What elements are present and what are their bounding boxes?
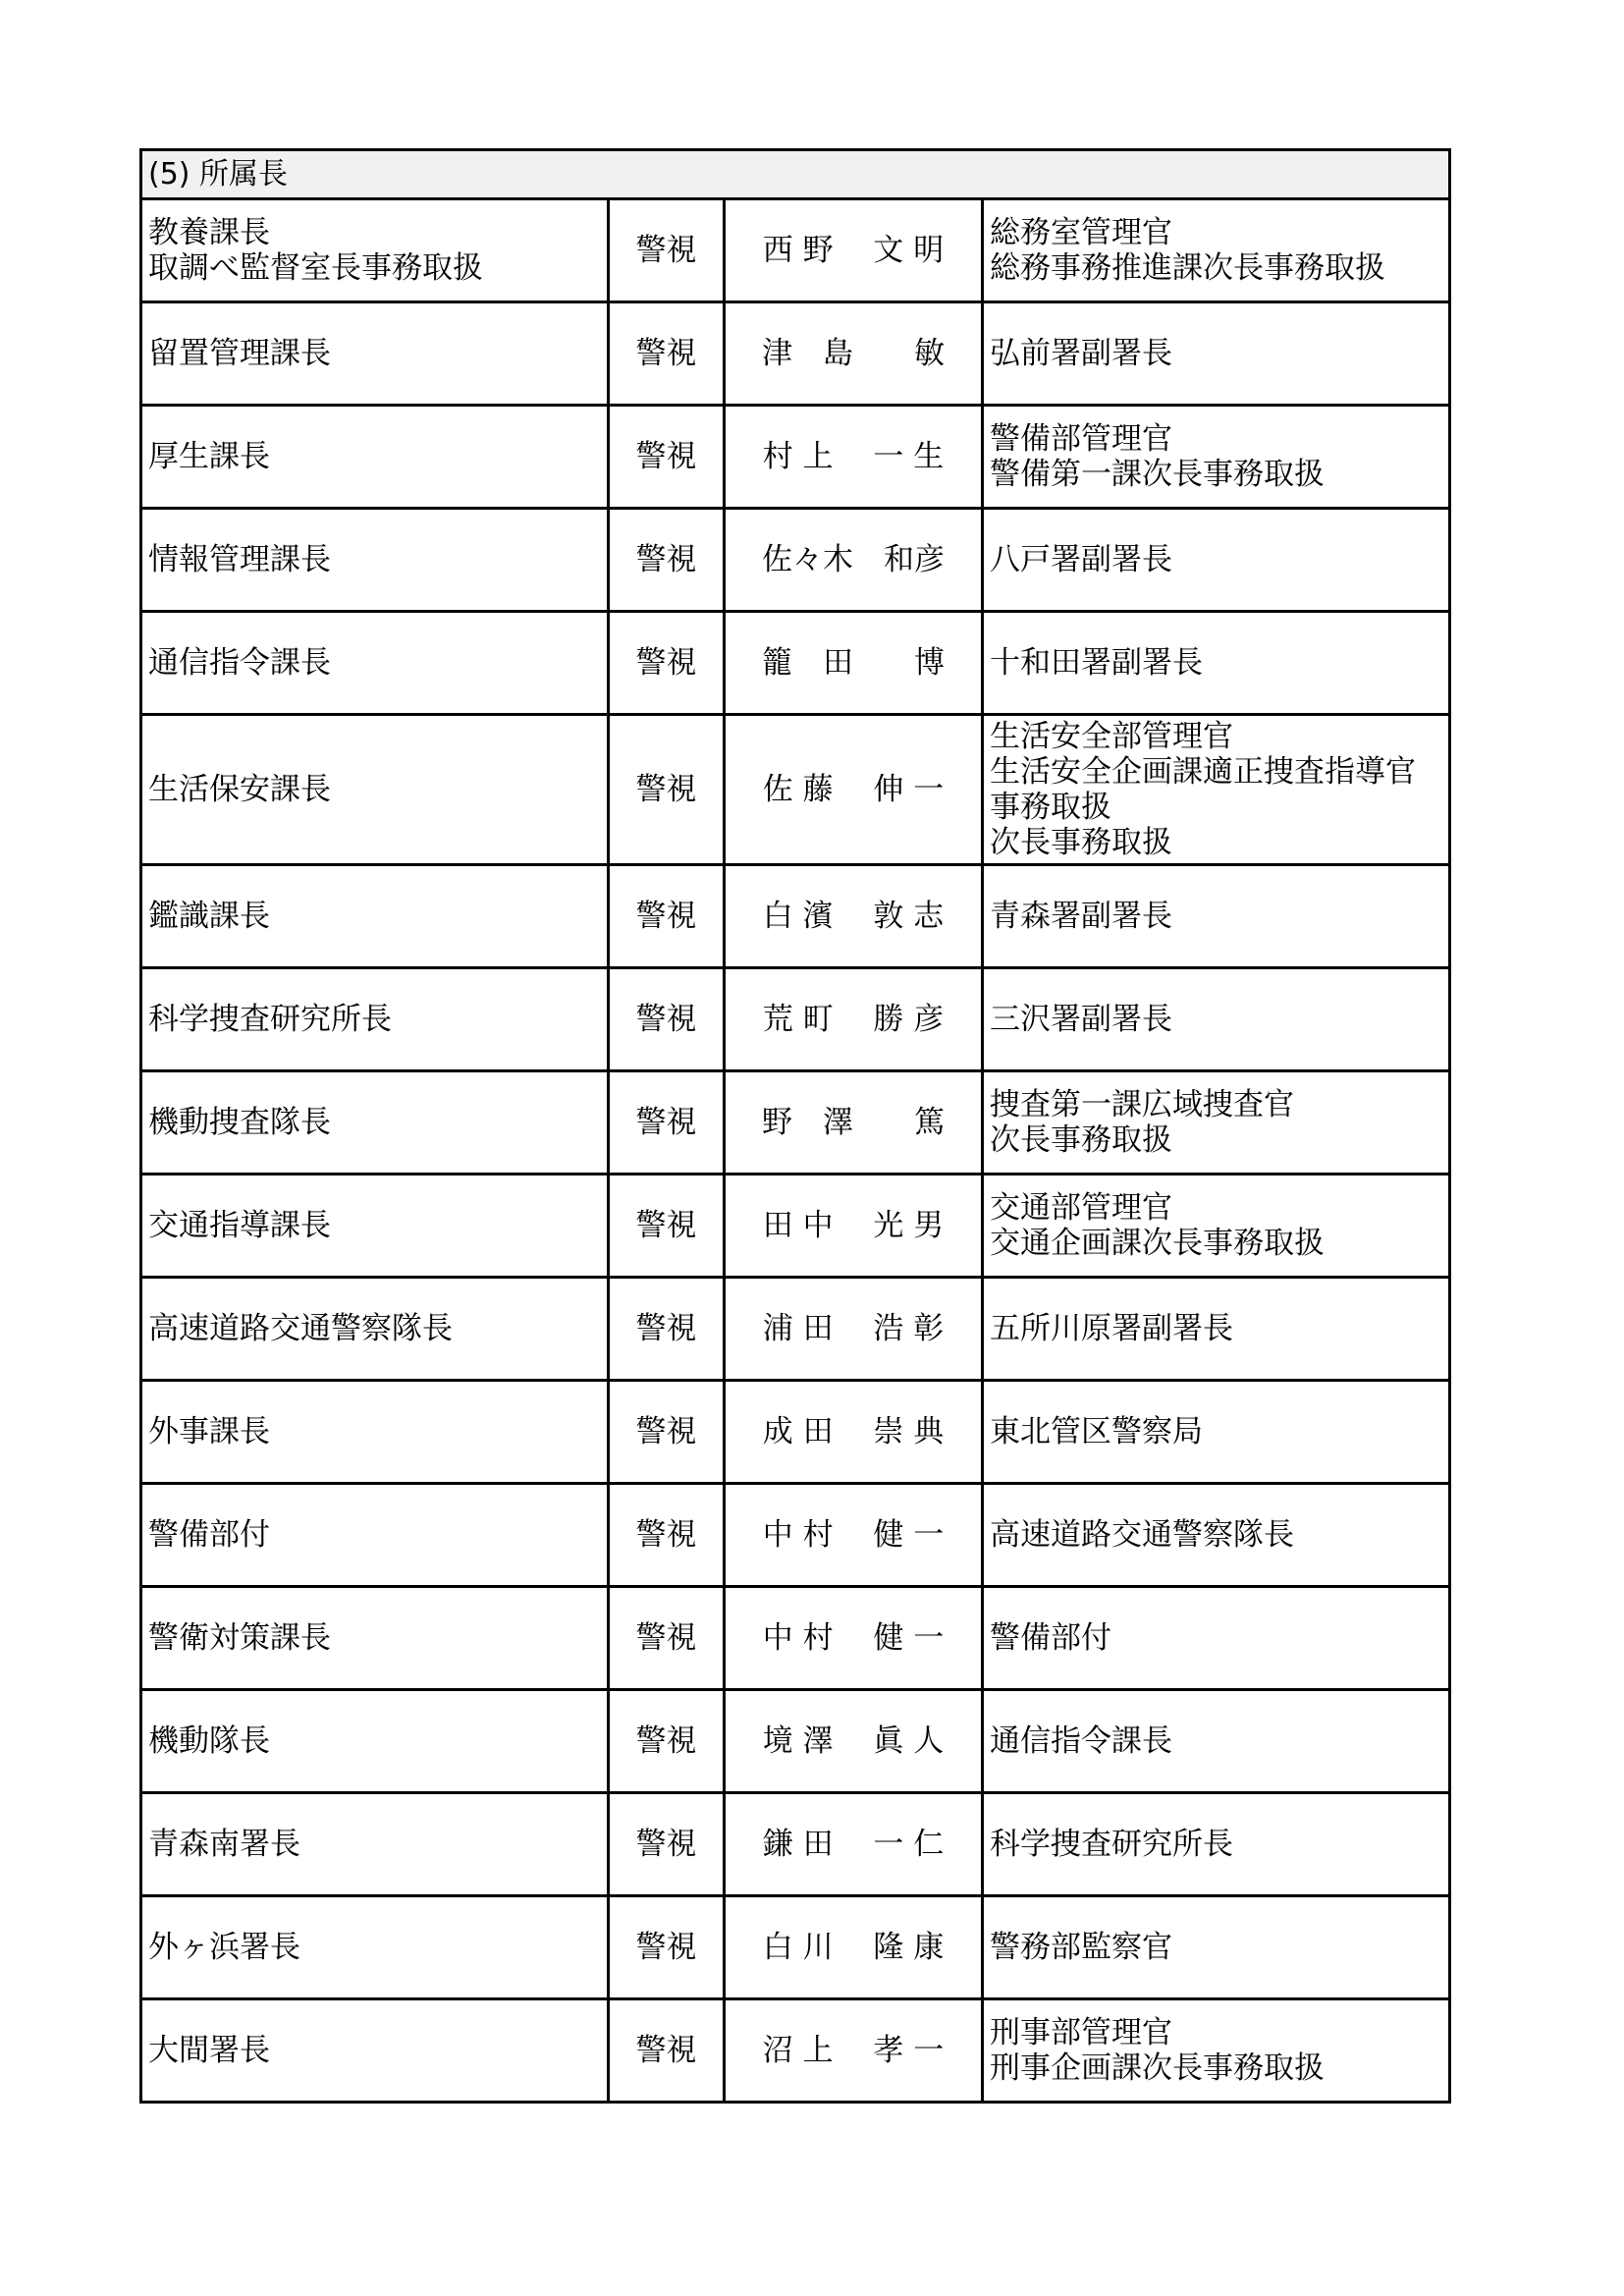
new-post-text: 警衛対策課長 (148, 1620, 331, 1656)
table-row (141, 1278, 1450, 1381)
new-post-text: 機動捜査隊長 (148, 1105, 331, 1140)
new-post-text: 取調べ監督室長事務取扱 (148, 250, 483, 286)
table-row (141, 302, 1450, 406)
new-post-cell (141, 1071, 609, 1175)
new-post-text: 機動隊長 (148, 1723, 270, 1759)
table-row (141, 612, 1450, 715)
rank-cell: 警視 (609, 1381, 725, 1484)
table-row (141, 406, 1450, 509)
table-row (141, 1896, 1450, 1999)
new-post-text: 青森南署長 (148, 1827, 300, 1862)
previous-post-text: 高速道路交通警察隊長 (990, 1517, 1294, 1553)
rank-cell: 警視 (609, 509, 725, 612)
previous-post-text: 生活安全企画課適正捜査指導官 (990, 754, 1416, 790)
new-post-text: 通信指令課長 (148, 645, 331, 681)
new-post-text: 鑑識課長 (148, 899, 270, 934)
previous-post-cell (983, 1484, 1450, 1587)
new-post-text: 厚生課長 (148, 439, 270, 474)
new-post-text: 外事課長 (148, 1414, 270, 1449)
previous-post-cell (983, 406, 1450, 509)
section-title: (5) 所属長 (141, 150, 1450, 199)
previous-post-cell (983, 968, 1450, 1071)
new-post-text: 教養課長 (148, 215, 270, 250)
previous-post-text: 警備部管理官 (990, 421, 1172, 457)
name-cell (725, 406, 983, 509)
previous-post-text: 総務事務推進課次長事務取扱 (990, 250, 1385, 286)
name-cell (725, 1175, 983, 1278)
name-cell (725, 1999, 983, 2103)
name-cell (725, 1896, 983, 1999)
new-post-cell (141, 509, 609, 612)
table-row (141, 1999, 1450, 2103)
new-post-cell (141, 1175, 609, 1278)
previous-post-text: 警備第一課次長事務取扱 (990, 457, 1325, 492)
new-post-cell (141, 1381, 609, 1484)
person-name: 田 中 光 男 (762, 1208, 945, 1243)
person-name: 成 田 崇 典 (762, 1414, 945, 1449)
rank-cell: 警視 (609, 1071, 725, 1175)
person-name: 西 野 文 明 (762, 233, 945, 268)
previous-post-cell (983, 715, 1450, 865)
table-row (141, 1175, 1450, 1278)
table-row (141, 1381, 1450, 1484)
previous-post-text: 三沢署副署長 (990, 1002, 1172, 1037)
previous-post-text: 刑事部管理官 (990, 2015, 1172, 2050)
new-post-cell (141, 1999, 609, 2103)
new-post-text: 高速道路交通警察隊長 (148, 1311, 453, 1346)
name-cell (725, 1587, 983, 1690)
previous-post-text: 総務室管理官 (990, 215, 1172, 250)
person-name: 籠 田 博 (762, 645, 945, 681)
person-name: 佐々木 和彦 (762, 542, 945, 577)
new-post-text: 留置管理課長 (148, 336, 331, 371)
previous-post-cell (983, 302, 1450, 406)
previous-post-cell (983, 1381, 1450, 1484)
new-post-cell (141, 199, 609, 302)
new-post-text: 生活保安課長 (148, 772, 331, 807)
new-post-cell (141, 1793, 609, 1896)
previous-post-text: 東北管区警察局 (990, 1414, 1203, 1449)
rank-cell: 警視 (609, 1793, 725, 1896)
person-name: 津 島 敏 (762, 336, 945, 371)
person-name: 白 川 隆 康 (762, 1930, 945, 1965)
person-name: 鎌 田 一 仁 (762, 1827, 945, 1862)
rank-cell: 警視 (609, 1690, 725, 1793)
rank-cell: 警視 (609, 612, 725, 715)
previous-post-cell (983, 1278, 1450, 1381)
previous-post-text: 弘前署副署長 (990, 336, 1172, 371)
name-cell (725, 715, 983, 865)
new-post-text: 情報管理課長 (148, 542, 331, 577)
table-row (141, 199, 1450, 302)
person-name: 佐 藤 伸 一 (762, 772, 945, 807)
previous-post-cell (983, 509, 1450, 612)
new-post-text: 警備部付 (148, 1517, 270, 1553)
rank-cell: 警視 (609, 1484, 725, 1587)
person-name: 浦 田 浩 彰 (762, 1311, 945, 1346)
table-row (141, 1587, 1450, 1690)
previous-post-cell (983, 1896, 1450, 1999)
name-cell (725, 865, 983, 968)
table-row (141, 1071, 1450, 1175)
table-row (141, 1690, 1450, 1793)
previous-post-text: 捜査第一課広域捜査官 (990, 1087, 1294, 1122)
new-post-cell (141, 1690, 609, 1793)
previous-post-cell (983, 199, 1450, 302)
person-name: 沼 上 孝 一 (762, 2033, 945, 2068)
name-cell (725, 199, 983, 302)
table-row (141, 1793, 1450, 1896)
previous-post-text: 交通企画課次長事務取扱 (990, 1226, 1325, 1261)
new-post-cell (141, 406, 609, 509)
new-post-cell (141, 865, 609, 968)
new-post-text: 交通指導課長 (148, 1208, 331, 1243)
table-row (141, 715, 1450, 865)
new-post-cell (141, 715, 609, 865)
previous-post-text: 次長事務取扱 (990, 1122, 1172, 1158)
new-post-cell (141, 302, 609, 406)
name-cell (725, 968, 983, 1071)
name-cell (725, 1071, 983, 1175)
new-post-cell (141, 612, 609, 715)
new-post-text: 科学捜査研究所長 (148, 1002, 392, 1037)
name-cell (725, 509, 983, 612)
rank-cell: 警視 (609, 715, 725, 865)
previous-post-cell (983, 612, 1450, 715)
name-cell (725, 1381, 983, 1484)
name-cell (725, 1793, 983, 1896)
rank-cell: 警視 (609, 1896, 725, 1999)
new-post-cell (141, 968, 609, 1071)
rank-cell: 警視 (609, 199, 725, 302)
rank-cell: 警視 (609, 1278, 725, 1381)
rank-cell: 警視 (609, 1175, 725, 1278)
previous-post-cell (983, 1690, 1450, 1793)
table-row (141, 1484, 1450, 1587)
new-post-cell (141, 1484, 609, 1587)
name-cell (725, 1278, 983, 1381)
previous-post-cell (983, 1793, 1450, 1896)
rank-cell: 警視 (609, 865, 725, 968)
rank-cell: 警視 (609, 1587, 725, 1690)
previous-post-text: 警務部監察官 (990, 1930, 1172, 1965)
table-row (141, 968, 1450, 1071)
previous-post-text: 五所川原署副署長 (990, 1311, 1233, 1346)
rank-cell: 警視 (609, 302, 725, 406)
previous-post-text: 八戸署副署長 (990, 542, 1172, 577)
person-name: 中 村 健 一 (762, 1620, 945, 1656)
new-post-cell (141, 1587, 609, 1690)
previous-post-text: 十和田署副署長 (990, 645, 1203, 681)
rank-cell: 警視 (609, 968, 725, 1071)
personnel-table (139, 148, 1451, 2104)
previous-post-cell (983, 1071, 1450, 1175)
person-name: 野 澤 篤 (762, 1105, 945, 1140)
previous-post-text: 刑事企画課次長事務取扱 (990, 2050, 1325, 2086)
previous-post-text: 次長事務取扱 (990, 825, 1172, 860)
section-header-row (141, 150, 1450, 199)
person-name: 村 上 一 生 (762, 439, 945, 474)
person-name: 境 澤 眞 人 (762, 1723, 945, 1759)
new-post-cell (141, 1896, 609, 1999)
rank-cell: 警視 (609, 406, 725, 509)
name-cell (725, 612, 983, 715)
new-post-text: 大間署長 (148, 2033, 270, 2068)
previous-post-text: 事務取扱 (990, 790, 1111, 825)
table-row (141, 865, 1450, 968)
previous-post-cell (983, 1999, 1450, 2103)
name-cell (725, 302, 983, 406)
previous-post-text: 科学捜査研究所長 (990, 1827, 1233, 1862)
table-row (141, 509, 1450, 612)
name-cell (725, 1690, 983, 1793)
previous-post-text: 交通部管理官 (990, 1190, 1172, 1226)
previous-post-cell (983, 1587, 1450, 1690)
person-name: 白 濱 敦 志 (762, 899, 945, 934)
new-post-cell (141, 1278, 609, 1381)
previous-post-text: 通信指令課長 (990, 1723, 1172, 1759)
person-name: 中 村 健 一 (762, 1517, 945, 1553)
previous-post-text: 警備部付 (990, 1620, 1111, 1656)
previous-post-text: 青森署副署長 (990, 899, 1172, 934)
previous-post-cell (983, 865, 1450, 968)
name-cell (725, 1484, 983, 1587)
person-name: 荒 町 勝 彦 (762, 1002, 945, 1037)
new-post-text: 外ヶ浜署長 (148, 1930, 300, 1965)
rank-cell: 警視 (609, 1999, 725, 2103)
previous-post-text: 生活安全部管理官 (990, 719, 1233, 754)
previous-post-cell (983, 1175, 1450, 1278)
